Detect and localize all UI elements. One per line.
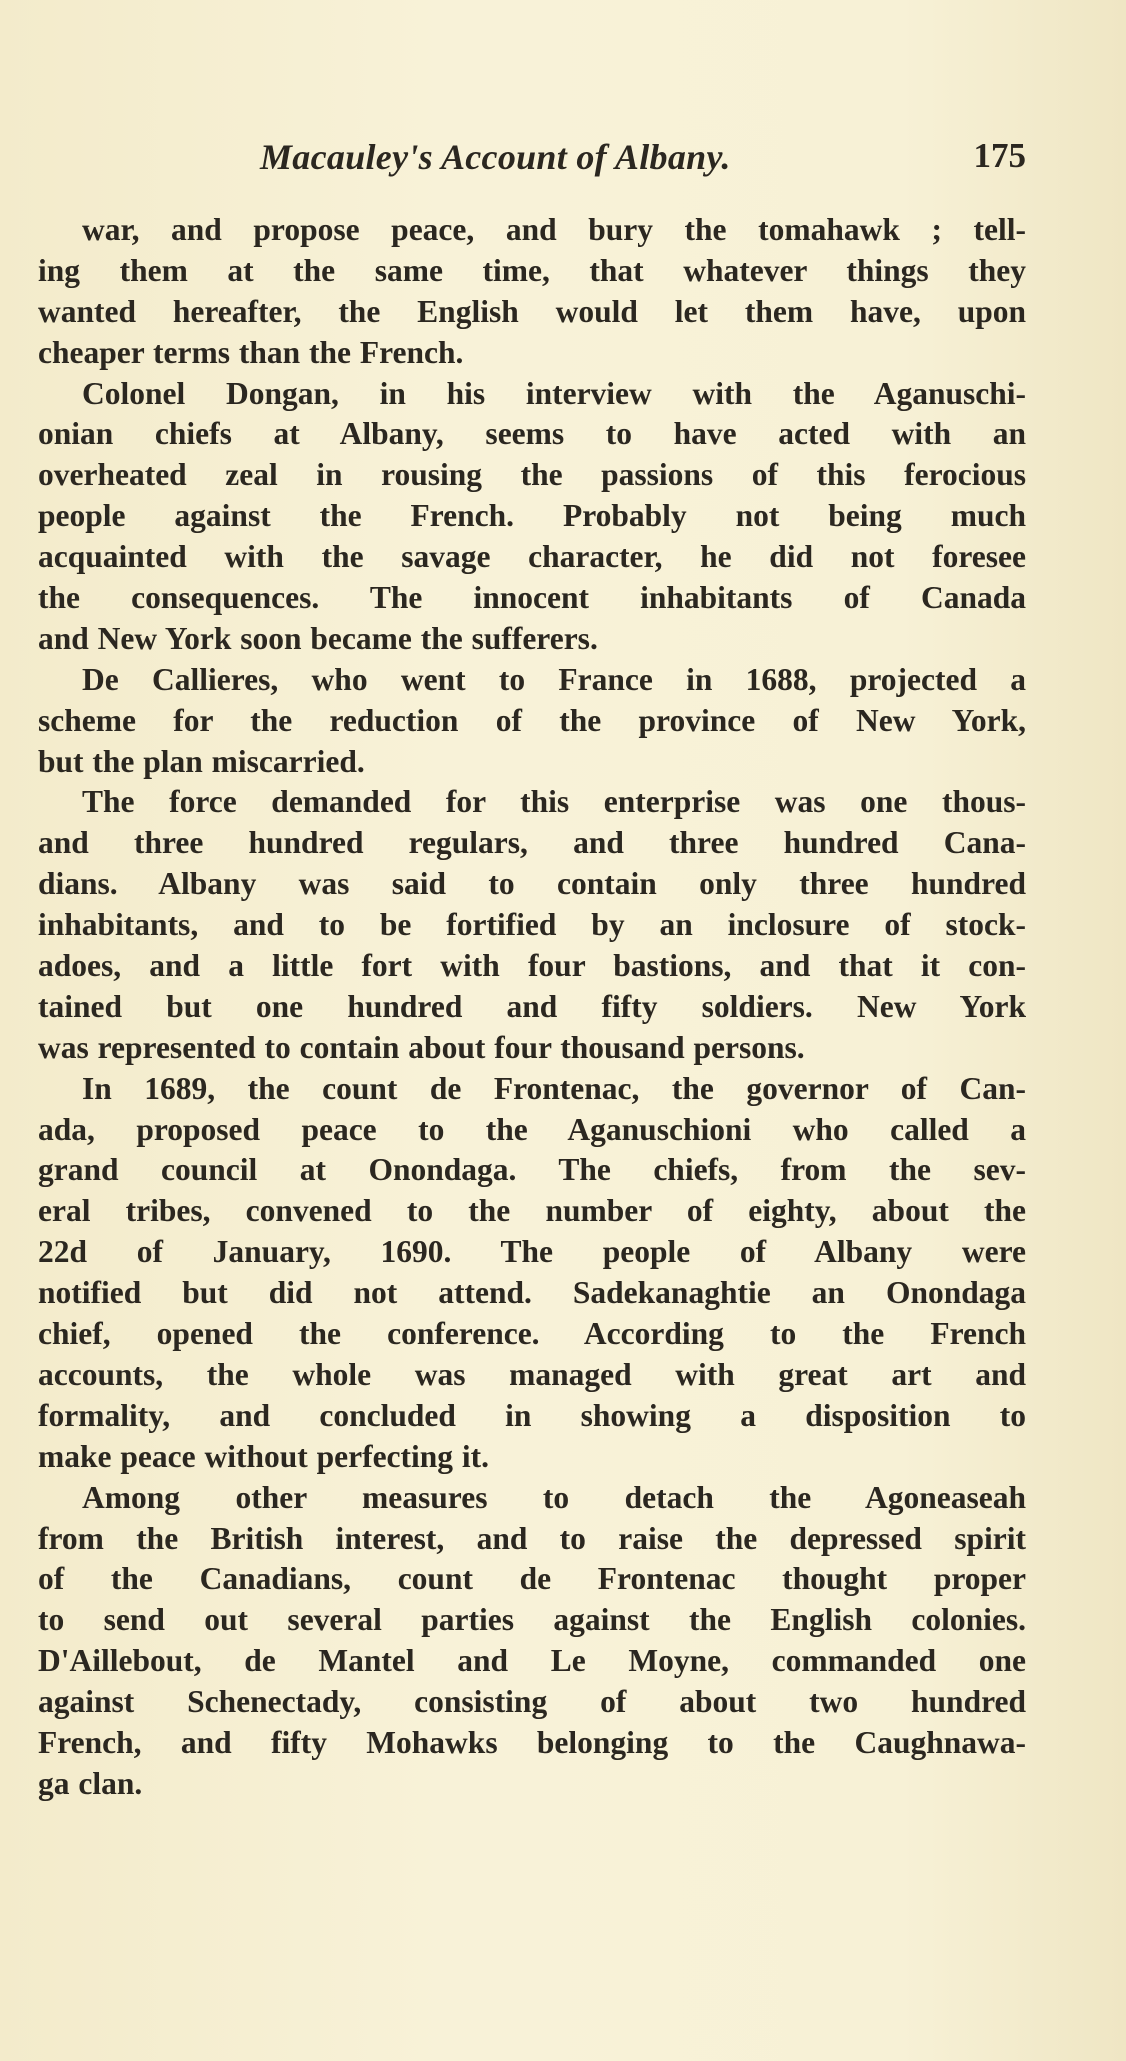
text-line: make peace without perfecting it. — [38, 1438, 490, 1474]
text-line: and three hundred regulars, and three hundred Cana- — [38, 825, 1026, 861]
text-line: tained but one hundred and fifty soldiers. New York — [38, 988, 1026, 1024]
text-line: inhabitants, and to be fortified by an inclosure of stock- — [38, 907, 1026, 943]
text-line: D'Aillebout, de Mantel and Le Moyne, commanded one — [38, 1643, 1026, 1679]
text-line: of the Canadians, count de Frontenac thought proper — [38, 1561, 1026, 1597]
text-line: scheme for the reduction of the province of New York, — [38, 702, 1026, 738]
running-header — [38, 136, 1026, 186]
text-line: In 1689, the count de Frontenac, the governor of Can- — [82, 1070, 1026, 1106]
text-line: dians. Albany was said to contain only three hundred — [38, 866, 1026, 902]
text-line: ing them at the same time, that whatever things they — [38, 252, 1026, 288]
running-title: Macauley's Account of Albany. — [260, 137, 731, 177]
text-line: the consequences. The innocent inhabitants of Canada — [38, 580, 1026, 616]
text-line: Colonel Dongan, in his interview with the Aganuschi- — [82, 375, 1026, 411]
text-line: against Schenectady, consisting of about two hundred — [38, 1684, 1026, 1720]
text-line: ada, proposed peace to the Aganuschioni who called a — [38, 1111, 1026, 1147]
text-line: people against the French. Probably not being much — [38, 498, 1026, 534]
text-line: eral tribes, convened to the number of eighty, about the — [38, 1193, 1026, 1229]
paragraph — [38, 374, 1026, 660]
text-line: onian chiefs at Albany, seems to have acted with an — [38, 416, 1026, 452]
body-text — [38, 210, 1026, 1805]
text-line: to send out several parties against the English colonies. — [38, 1602, 1026, 1638]
text-line: accounts, the whole was managed with great art and — [38, 1356, 1026, 1392]
text-line: grand council at Onondaga. The chiefs, from the sev- — [38, 1152, 1026, 1188]
text-line: war, and propose peace, and bury the tomahawk ; tell- — [82, 212, 1026, 247]
text-line: chief, opened the conference. According to the French — [38, 1316, 1026, 1352]
text-line: acquainted with the savage character, he did not foresee — [38, 539, 1026, 575]
paragraph — [38, 1069, 1026, 1478]
paragraph — [38, 210, 1026, 374]
text-line: Among other measures to detach the Agoneaseah — [82, 1479, 1026, 1515]
paragraph — [38, 1478, 1026, 1805]
text-line: notified but did not attend. Sadekanaghtie an Onondaga — [38, 1275, 1026, 1311]
text-line: The force demanded for this enterprise was one thous- — [82, 784, 1026, 820]
text-line: adoes, and a little fort with four bastions, and that it con- — [38, 948, 1026, 984]
text-line: cheaper terms than the French. — [38, 334, 464, 370]
page-number: 175 — [973, 136, 1026, 175]
text-line: from the British interest, and to raise the depressed spirit — [38, 1520, 1026, 1556]
text-line: wanted hereafter, the English would let them have, upon — [38, 293, 1026, 329]
text-line: De Callieres, who went to France in 1688, projected a — [82, 661, 1026, 697]
paragraph — [38, 782, 1026, 1068]
text-line: 22d of January, 1690. The people of Albany were — [38, 1234, 1026, 1270]
text-line: and New York soon became the sufferers. — [38, 620, 598, 656]
text-line: overheated zeal in rousing the passions of this ferocious — [38, 457, 1026, 493]
text-line: French, and fifty Mohawks belonging to the Caughnawa- — [38, 1724, 1026, 1760]
text-line: but the plan miscarried. — [38, 743, 365, 779]
text-line: formality, and concluded in showing a disposition to — [38, 1397, 1026, 1433]
text-line: ga clan. — [38, 1765, 143, 1801]
text-line: was represented to contain about four thousand persons. — [38, 1029, 805, 1065]
paragraph — [38, 660, 1026, 783]
